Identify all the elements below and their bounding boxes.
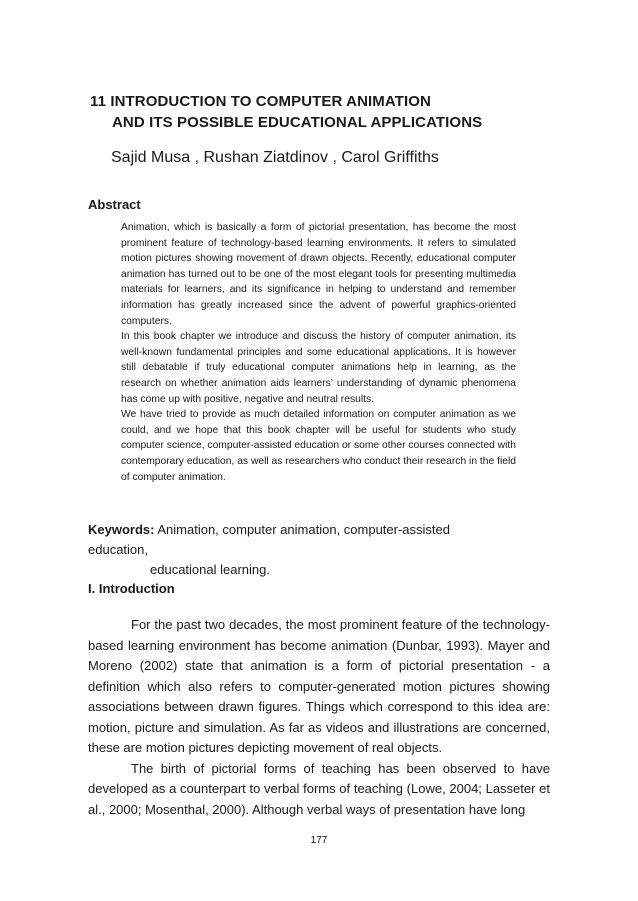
introduction-body [88,615,550,820]
page-number: 177 [310,835,328,846]
abstract-body [121,220,516,485]
keywords [88,520,508,580]
chapter-title [90,91,560,133]
abstract-paragraph: Animation, which is basically a form of pictorial presentation, has become the most prominent feature of technology-based learning environments. It refers to simulated motion pictures showing movement of drawn objects. Recently, educational computer animation has turned out to be one of the most elegant tools for presenting multimedia materials for learners, and its significance in helping to understand and remember information has greatly increased since the advent of powerful graphics-oriented computers. [121,222,516,327]
chapter-title-line-1: 11 INTRODUCTION TO COMPUTER ANIMATION [90,93,431,110]
abstract-paragraph: We have tried to provide as much detailed information on computer animation as we could, and we hope that this book chapter will be useful for students who study computer science, computer-assisted education or some other courses connected with contemporary education, as well as researchers who conduct their research in the field of computer animation. [121,409,516,483]
body-paragraph: The birth of pictorial forms of teaching has been observed to have developed as a counterpart to verbal forms of teaching (Lowe, 2004; Lasseter et al., 2000; Mosenthal, 2000). Although verbal ways of presentation have long [88,760,550,817]
section-heading-introduction: I. Introduction [88,581,175,596]
author-list: Sajid Musa , Rushan Ziatdinov , Carol Griffiths [111,149,439,166]
chapter-title-line-2: AND ITS POSSIBLE EDUCATIONAL APPLICATIONS [112,114,483,131]
abstract-paragraph: In this book chapter we introduce and discuss the history of computer animation, its well-known fundamental principles and some educational applications. It is however still debatable if truly educational computer animations help in learning, as the research on whether animation aids learners’ understanding of dynamic phenomena has come up with positive, negative and neutral results. [121,331,516,405]
keywords-label: Keywords: [88,522,155,537]
body-paragraph: For the past two decades, the most prominent feature of the technology-based learning environment has become animation (Dunbar, 1993). Mayer and Moreno (2002) state that animation is a form of pictorial presentation - a definition which also refers to computer-generated motion pictures showing associations between drawn figures. Things which correspond to this idea are: motion, picture and simulation. As far as videos and illustrations are concerned, these are motion pictures depicting movement of real objects. [88,617,550,755]
keywords-line-1: Animation, computer animation, computer-assisted education, [88,522,450,557]
abstract-heading: Abstract [88,197,141,212]
keywords-line-2: educational learning. [150,562,270,577]
